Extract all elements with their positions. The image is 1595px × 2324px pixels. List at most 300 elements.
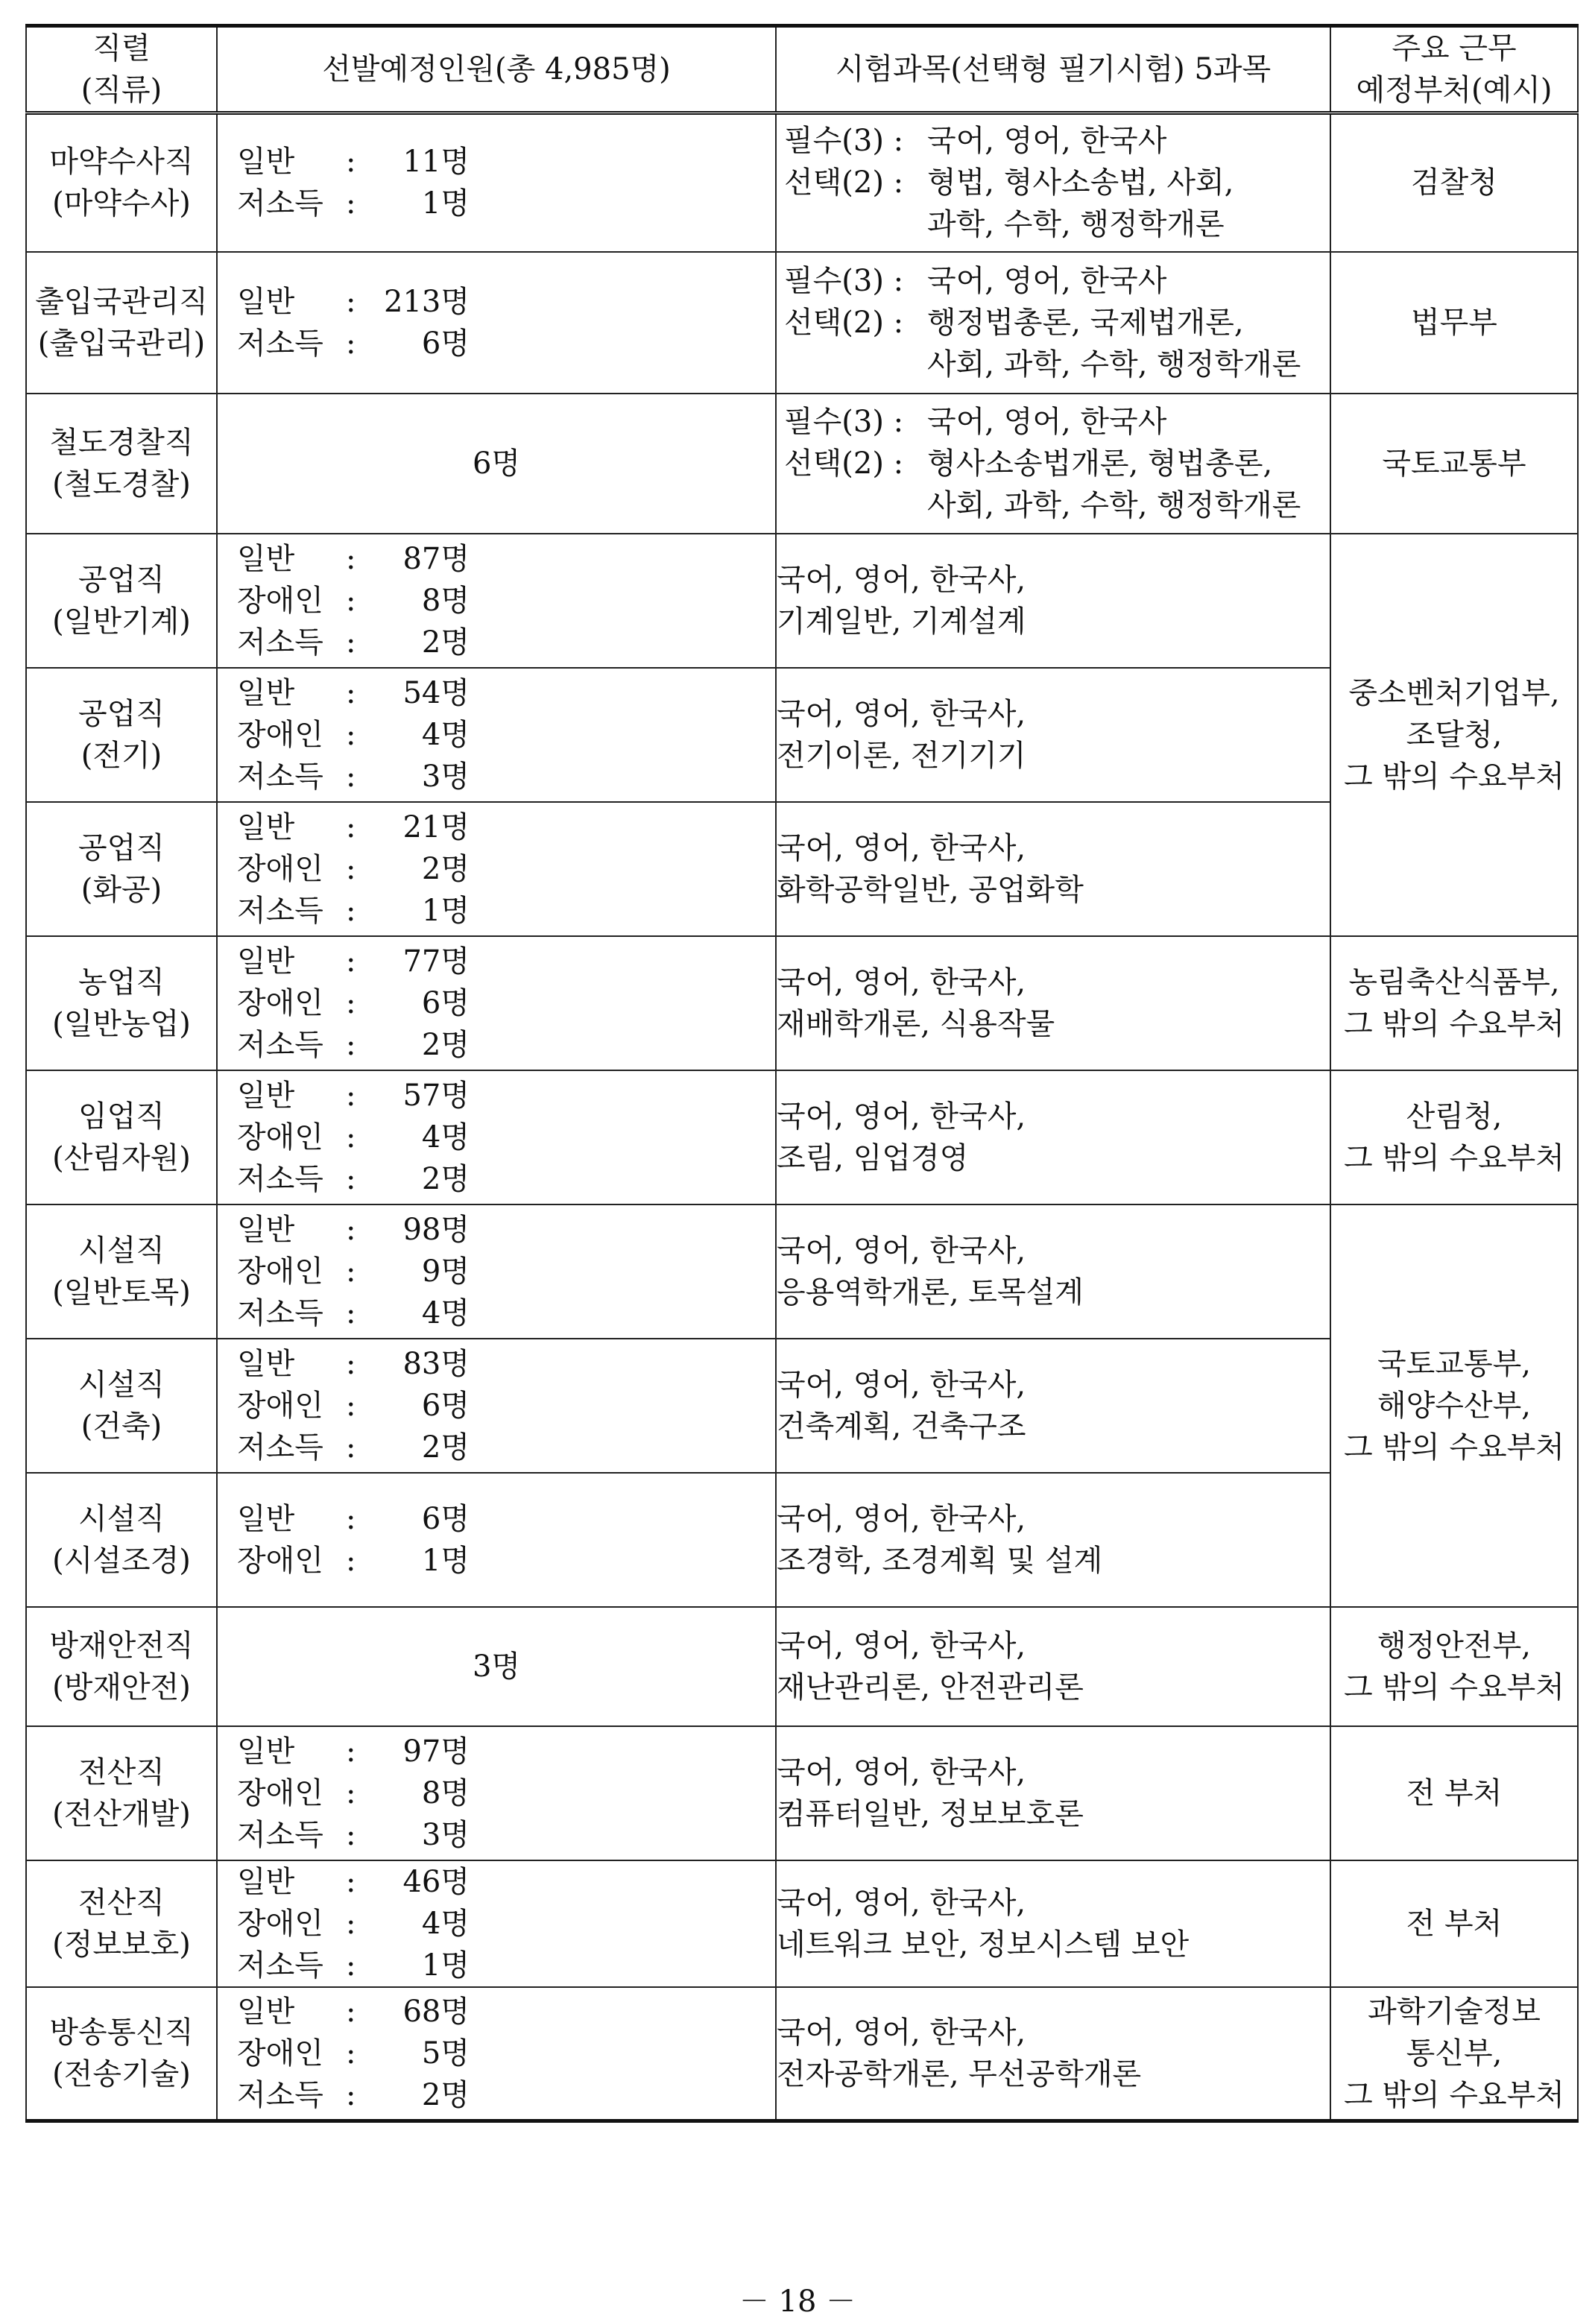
required-label: 필수(3) : [784,124,904,159]
subject-line: 국어, 영어, 한국사, [777,696,1026,731]
quota-list [218,1991,775,2116]
quota-cell [217,1860,776,1987]
dept-cell [1330,936,1578,1070]
subjects-cell [776,534,1330,668]
quota-count: 4명 [421,1120,470,1155]
quota-category: 장애인 [237,2036,323,2071]
table-row [26,1607,1578,1726]
quota-category: 저소득 [237,186,323,221]
job-title-cell [26,252,217,394]
dept-line: 조달청, [1406,717,1503,752]
quota-item [237,622,775,663]
quota-count: 57명 [402,1078,470,1113]
table-row [26,1204,1578,1339]
quota-item [237,183,775,224]
job-title: 공업직 [78,562,165,597]
optional-list: 행정법총론, 국제법개론, [927,305,1244,340]
job-title-cell [26,936,217,1070]
optional-label [784,484,927,526]
quota-category: 저소득 [237,759,323,794]
dept-line: 전 부처 [1406,1775,1503,1810]
quota-category: 장애인 [237,985,323,1020]
quota-colon: : [346,759,356,794]
quota-category: 저소득 [237,2077,323,2112]
quota-item [237,1292,775,1334]
dept-line: 국토교통부, [1377,1346,1531,1381]
subjects-cell [776,668,1330,802]
subject-line: 국어, 영어, 한국사, [777,1628,1026,1663]
quota-count: 11명 [402,145,470,180]
quota-colon: : [346,1027,356,1062]
quota-count: 68명 [402,1994,470,2029]
quota-cell [217,534,776,668]
optional-label: 선택(2) : [784,446,904,481]
subject-line: 컴퓨터일반, 정보보호론 [777,1796,1084,1831]
quota-cell [217,1473,776,1607]
subject-line: 전자공학개론, 무선공학개론 [777,2056,1142,2091]
quota-colon: : [346,1295,356,1330]
quota-count: 2명 [421,1161,470,1196]
quota-count: 9명 [421,1254,470,1289]
job-subtitle: (일반농업) [52,1006,191,1041]
optional-subjects [784,443,1330,484]
quota-count: 77명 [402,944,470,979]
quota-count: 6명 [421,1501,470,1536]
job-title: 방송통신직 [49,2015,194,2050]
quota-item [237,141,775,183]
quota-colon: : [346,851,356,886]
subjects-cell [776,1726,1330,1860]
quota-category: 장애인 [237,851,323,886]
job-title: 공업직 [78,830,165,865]
quota-category: 일반 [237,1078,295,1113]
optional-list: 과학, 수학, 행정학개론 [927,207,1225,242]
header-quota: 선발예정인원(총 4,985명) [217,26,776,113]
quota-item [237,538,775,580]
job-title: 출입국관리직 [35,284,208,319]
quota-cell [217,1339,776,1473]
table-row [26,534,1578,668]
optional-list: 사회, 과학, 수학, 행정학개론 [927,347,1301,382]
job-title: 전산직 [78,1755,165,1790]
optional-subjects [784,162,1330,203]
quota-colon: : [346,326,356,361]
dept-line: 그 밖의 수요부처 [1344,1670,1564,1705]
dept-cell [1330,1070,1578,1204]
quota-count: 54명 [402,675,470,710]
quota-count: 21명 [402,809,470,844]
job-subtitle: (일반기계) [52,604,191,639]
subjects-cell [776,1070,1330,1204]
job-title: 농업직 [78,964,165,1000]
subject-line: 국어, 영어, 한국사, [777,1233,1026,1268]
quota-list [218,281,775,364]
dept-line: 과학기술정보 [1368,1994,1541,2029]
job-subtitle: (방재안전) [52,1670,191,1705]
quota-item [237,1024,775,1066]
dept-line: 농림축산식품부, [1348,964,1560,1000]
quota-item [237,1861,775,1903]
quota-item [237,1945,775,1986]
quota-count: 46명 [402,1864,470,1899]
optional-subjects [784,203,1330,245]
quota-category: 일반 [237,1501,295,1536]
quota-total: 3명 [472,1649,521,1684]
optional-subjects [784,344,1330,385]
quota-count: 3명 [421,1817,470,1852]
quota-cell [217,802,776,936]
job-title: 철도경찰직 [49,425,194,460]
optional-label [784,344,927,385]
table-row [26,1726,1578,1860]
required-subjects [784,401,1330,443]
optional-label: 선택(2) : [784,165,904,200]
table-row [26,394,1578,534]
quota-item [237,1731,775,1772]
job-subtitle: (정보보호) [52,1927,191,1962]
quota-count: 87명 [402,541,470,576]
quota-item [237,2033,775,2074]
quota-cell [217,1204,776,1339]
job-title-cell [26,1204,217,1339]
quota-list [218,538,775,663]
quota-item [237,1385,775,1427]
quota-count: 4명 [421,1295,470,1330]
subject-line: 국어, 영어, 한국사, [777,562,1026,597]
quota-count: 213명 [384,284,470,319]
quota-item [237,1117,775,1158]
quota-category: 장애인 [237,717,323,752]
subject-line: 국어, 영어, 한국사, [777,1755,1026,1790]
job-title-cell [26,1607,217,1726]
quota-category: 일반 [237,1864,295,1899]
header-dept: 주요 근무 예정부처(예시) [1330,26,1578,113]
subject-line: 국어, 영어, 한국사, [777,830,1026,865]
quota-category: 장애인 [237,1906,323,1941]
quota-list [218,141,775,224]
dept-line: 그 밖의 수요부처 [1344,1430,1564,1465]
job-subtitle: (전산개발) [52,1796,191,1831]
required-list: 국어, 영어, 한국사 [927,404,1167,439]
quota-colon: : [346,2036,356,2071]
quota-item [237,1903,775,1945]
quota-count: 8명 [421,1775,470,1810]
quota-colon: : [346,1346,356,1381]
dept-line: 중소벤처기업부, [1348,675,1560,710]
quota-item [237,1251,775,1292]
quota-item [237,806,775,848]
dept-line: 통신부, [1406,2036,1503,2071]
required-list: 국어, 영어, 한국사 [927,124,1167,159]
quota-category: 장애인 [237,583,323,618]
quota-item [237,1772,775,1814]
quota-cell [217,1726,776,1860]
quota-count: 6명 [421,326,470,361]
quota-colon: : [346,1430,356,1465]
subjects-cell [776,113,1330,252]
dept-line: 그 밖의 수요부처 [1344,1140,1564,1175]
table-row [26,936,1578,1070]
quota-colon: : [346,1864,356,1899]
quota-item [237,323,775,364]
quota-count: 8명 [421,583,470,618]
quota-colon: : [346,1775,356,1810]
quota-item [237,1427,775,1468]
quota-category: 저소득 [237,625,323,660]
dept-line: 산림청, [1406,1099,1503,1134]
subjects-cell [776,1860,1330,1987]
quota-item [237,1540,775,1582]
subjects-cell [776,1339,1330,1473]
quota-category: 저소득 [237,1817,323,1852]
dept-cell: 법무부 [1330,252,1578,394]
quota-category: 일반 [237,944,295,979]
quota-category: 장애인 [237,1543,323,1578]
job-subtitle: (철도경찰) [52,467,191,502]
subject-line: 전기이론, 전기기기 [777,738,1026,773]
required-subjects [784,260,1330,302]
quota-item [237,756,775,798]
job-subtitle: (산림자원) [52,1140,191,1175]
table-row [26,1987,1578,2121]
quota-item [237,714,775,756]
dept-cell [1330,1860,1578,1987]
dept-line: 전 부처 [1406,1906,1503,1941]
quota-list [218,941,775,1066]
job-title: 공업직 [78,696,165,731]
quota-category: 저소득 [237,893,323,928]
job-title: 임업직 [78,1099,165,1134]
dept-cell-merged [1330,534,1578,936]
subjects-cell [776,802,1330,936]
quota-cell [217,252,776,394]
optional-list: 형사소송법개론, 형법총론, [927,446,1273,481]
quota-count: 2명 [421,625,470,660]
job-title-cell [26,534,217,668]
quota-list [218,1861,775,1986]
quota-count: 4명 [421,717,470,752]
quota-item [237,1209,775,1251]
subject-line: 국어, 영어, 한국사, [777,964,1026,1000]
required-label: 필수(3) : [784,263,904,298]
optional-label: 선택(2) : [784,305,904,340]
quota-colon: : [346,1906,356,1941]
job-title: 방재안전직 [49,1628,194,1663]
quota-cell [217,1987,776,2121]
quota-item [237,982,775,1024]
quota-count: 2명 [421,851,470,886]
dept-cell: 검찰청 [1330,113,1578,252]
quota-list [218,1209,775,1334]
quota-colon: : [346,145,356,180]
quota-item [237,1991,775,2033]
quota-colon: : [346,1817,356,1852]
header-title: 직렬 (직류) [26,26,217,113]
quota-list [218,1075,775,1200]
quota-colon: : [346,1543,356,1578]
job-subtitle: (일반토목) [52,1275,191,1310]
quota-colon: : [346,2077,356,2112]
quota-count: 98명 [402,1212,470,1247]
quota-item [237,1158,775,1200]
quota-category: 일반 [237,809,295,844]
quota-list [218,672,775,798]
subject-line: 국어, 영어, 한국사, [777,1501,1026,1536]
subjects-cell [776,394,1330,534]
table-header-row [26,26,1578,113]
quota-list [218,806,775,932]
subject-line: 화학공학일반, 공업화학 [777,872,1084,907]
job-title: 마약수사직 [49,145,194,180]
dept-cell [1330,1726,1578,1860]
quota-cell [217,668,776,802]
quota-count: 1명 [421,893,470,928]
job-title-cell [26,113,217,252]
quota-colon: : [346,1948,356,1983]
subject-line: 네트워크 보안, 정보시스템 보안 [777,1927,1190,1962]
quota-item [237,941,775,982]
dept-cell: 국토교통부 [1330,394,1578,534]
quota-colon: : [346,893,356,928]
required-list: 국어, 영어, 한국사 [927,263,1167,298]
quota-colon: : [346,675,356,710]
quota-count: 1명 [421,186,470,221]
job-subtitle: (시설조경) [52,1543,191,1578]
dept-line: 그 밖의 수요부처 [1344,759,1564,794]
quota-colon: : [346,541,356,576]
optional-label [784,203,927,245]
quota-colon: : [346,625,356,660]
quota-item [237,1343,775,1385]
quota-category: 저소득 [237,1948,323,1983]
dept-line: 그 밖의 수요부처 [1344,2077,1564,2112]
job-title-cell [26,802,217,936]
subjects-cell [776,1473,1330,1607]
quota-count: 1명 [421,1543,470,1578]
job-title-cell [26,1473,217,1607]
subject-line: 응용역학개론, 토목설계 [777,1275,1084,1310]
quota-category: 일반 [237,1734,295,1769]
quota-category: 일반 [237,1346,295,1381]
dept-line: 행정안전부, [1377,1628,1531,1663]
quota-colon: : [346,1212,356,1247]
quota-colon: : [346,284,356,319]
job-title-cell [26,1860,217,1987]
subject-line: 재난관리론, 안전관리론 [777,1670,1084,1705]
quota-count: 5명 [421,2036,470,2071]
job-title-cell [26,1070,217,1204]
job-subtitle: (출입국관리) [37,326,206,361]
subjects-cell [776,1987,1330,2121]
quota-category: 저소득 [237,1430,323,1465]
subject-line: 국어, 영어, 한국사, [777,1885,1026,1920]
quota-total: 6명 [472,446,521,481]
page-number: － 18 － [739,2284,856,2319]
dept-line: 그 밖의 수요부처 [1344,1006,1564,1041]
quota-count: 97명 [402,1734,470,1769]
quota-cell [217,936,776,1070]
quota-cell [217,394,776,534]
quota-colon: : [346,583,356,618]
table-row [26,113,1578,252]
quota-category: 일반 [237,541,295,576]
job-subtitle: (건축) [80,1409,162,1444]
optional-list: 사회, 과학, 수학, 행정학개론 [927,487,1301,522]
quota-cell [217,1070,776,1204]
job-subtitle: (전기) [80,738,162,773]
quota-colon: : [346,1994,356,2029]
dept-line: 해양수산부, [1377,1388,1531,1423]
recruitment-table [25,24,1579,2123]
quota-item [237,1814,775,1856]
required-subjects [784,120,1330,162]
subject-line: 조경학, 조경계획 및 설계 [777,1543,1103,1578]
quota-colon: : [346,985,356,1020]
quota-category: 일반 [237,1212,295,1247]
quota-cell [217,113,776,252]
quota-category: 일반 [237,145,295,180]
quota-item [237,281,775,323]
quota-colon: : [346,1078,356,1113]
quota-count: 3명 [421,759,470,794]
job-title-cell [26,668,217,802]
dept-cell-merged [1330,1204,1578,1607]
job-title-cell [26,1987,217,2121]
quota-colon: : [346,1161,356,1196]
subjects-cell [776,252,1330,394]
quota-count: 2명 [421,1430,470,1465]
quota-list [218,1731,775,1856]
quota-list [218,1343,775,1468]
subjects-cell [776,1607,1330,1726]
header-subjects: 시험과목(선택형 필기시험) 5과목 [776,26,1330,113]
quota-count: 2명 [421,2077,470,2112]
job-subtitle: (화공) [80,872,162,907]
dept-cell [1330,1607,1578,1726]
quota-category: 일반 [237,284,295,319]
quota-category: 장애인 [237,1120,323,1155]
optional-subjects [784,302,1330,344]
quota-count: 6명 [421,1388,470,1423]
table-row [26,252,1578,394]
quota-colon: : [346,1120,356,1155]
quota-item [237,2074,775,2116]
quota-item [237,580,775,622]
quota-list [218,1498,775,1582]
table-row [26,1860,1578,1987]
quota-cell [217,1607,776,1726]
quota-category: 일반 [237,675,295,710]
quota-count: 2명 [421,1027,470,1062]
job-title-cell [26,1726,217,1860]
quota-item [237,848,775,890]
subject-line: 조림, 임업경영 [777,1140,969,1175]
quota-colon: : [346,944,356,979]
table-row [26,1070,1578,1204]
quota-category: 장애인 [237,1254,323,1289]
job-subtitle: (마약수사) [52,186,191,221]
job-title: 시설직 [78,1367,165,1402]
subjects-cell [776,936,1330,1070]
quota-colon: : [346,1501,356,1536]
quota-count: 4명 [421,1906,470,1941]
subject-line: 국어, 영어, 한국사, [777,1099,1026,1134]
subject-line: 재배학개론, 식용작물 [777,1006,1055,1041]
quota-category: 일반 [237,1994,295,2029]
subject-line: 국어, 영어, 한국사, [777,2015,1026,2050]
optional-subjects [784,484,1330,526]
optional-list: 형법, 형사소송법, 사회, [927,165,1234,200]
